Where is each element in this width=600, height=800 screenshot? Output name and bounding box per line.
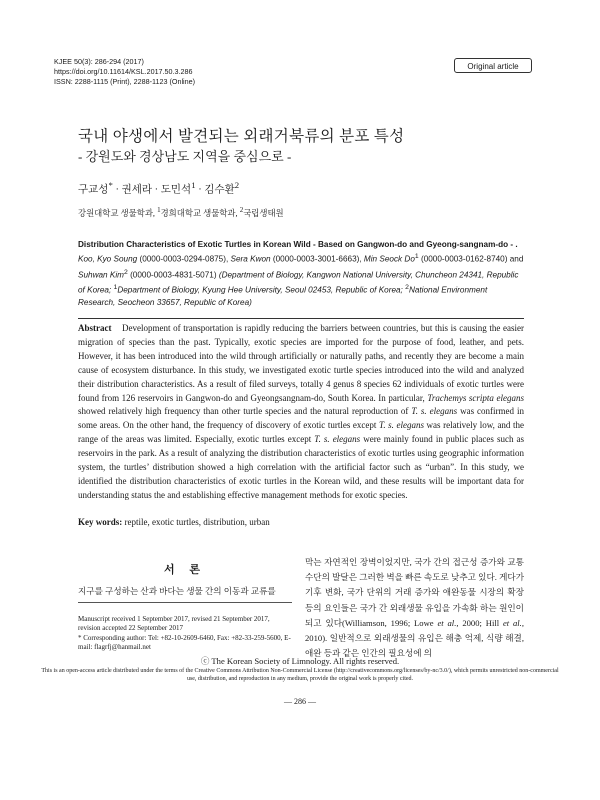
- english-author: Sera Kwon: [230, 255, 271, 265]
- english-author: Koo, Kyo Soung: [78, 255, 138, 265]
- affiliation: 국립생태원: [243, 208, 284, 218]
- keywords-text: reptile, exotic turtles, distribution, urban: [122, 517, 270, 527]
- author-mark: 1: [191, 180, 196, 190]
- journal-issn: ISSN: 2288-1115 (Print), 2288-1123 (Online): [54, 77, 196, 86]
- affiliation-mark: 1: [157, 206, 161, 214]
- species-name: T. s. elegans: [411, 406, 458, 417]
- affiliation-mark: 2: [239, 206, 244, 214]
- license-notice: This is an open-access article distributed under the terms of the Creative Commons Attribution Non-Commercial License (http://creativecommons.org/licenses/by-nc/3.0/), which permits unrestricted non-commercial use, distribution, and reproduction in any medium, provide the original work is properly cited.: [41, 668, 559, 682]
- abstract-text: Development of transportation is rapidly reducing the barriers between countries, but this is causing the easier migration of species than the past. Typically, exotic species are imported for the purpose of food, leather, and pets. However, it has been introduced into the wild through artificially or naturally paths, and recently they are become a main cause of ecosystem disturbance. In this study, we investigated exotic turtle species introduced into the wild and analyzed their distribution characteristics. As a result of filed surveys, totally 4 genus 8 species 62 individuals of exotic turtles were found from 126 reservoirs in Gangwon-do and Gyeongsangnam-do, South Korea. In particular,: [78, 323, 524, 403]
- body-text: 막는 자연적인 장벽이었지만, 국가 간의 접근성 증가와 교통수단의 발달은 그러한 벽을 빠른 속도로 낮추고 있다. 게다가 기후 변화, 국가 단위의 거래 증가와 애완동물 시장의 확장 등의 요인들은 국가 간 외래생물 유입을 가속화 하는 원인이 되고 있다(Williamson, 1996; Lowe: [305, 557, 524, 628]
- manuscript-dates: Manuscript received 1 September 2017, revised 21 September 2017, revision accepted 22 September 2017: [78, 615, 270, 633]
- species-name: T. s. elegans: [314, 434, 361, 445]
- author-separator: ·: [195, 184, 205, 196]
- body-text-col1: 지구를 구성하는 산과 바다는 생물 간의 이동과 교류를: [78, 586, 276, 596]
- author-mark: *: [108, 180, 113, 190]
- abstract-label: Abstract: [78, 323, 112, 333]
- author-name: 김수환: [204, 184, 235, 196]
- citation-etal: et al.: [502, 617, 522, 628]
- english-affiliation: Department of Biology, Kyung Hee University, Seoul 02453, Republic of Korea;: [117, 285, 403, 295]
- english-header: [78, 239, 524, 309]
- orcid: (0000-0003-0294-0875),: [139, 255, 229, 265]
- journal-doi[interactable]: https://doi.org/10.11614/KSL.2017.50.3.286: [54, 67, 193, 76]
- journal-citation: KJEE 50(3): 286-294 (2017): [54, 57, 144, 66]
- english-author: Suhwan Kim: [78, 270, 124, 280]
- citation-etal: et al.: [437, 617, 457, 628]
- keywords-label: Key words:: [78, 517, 123, 527]
- english-author: Min Seock Do: [363, 255, 415, 265]
- affiliation-mark: 2: [405, 283, 409, 291]
- author-name: 도민석: [160, 184, 192, 196]
- species-name: T. s. elegans: [378, 420, 424, 431]
- species-name: Trachemys scripta elegans: [427, 392, 524, 403]
- body-text: , 2010). 일반적으로 외래생물의 유입은 해충 억제, 식량 해결, 애완 등과 같은 인간의 필요성에 의: [305, 617, 524, 659]
- corresponding-author: * Corresponding author: Tel: +82-10-2609-6460, Fax: +82-33-259-5600, E-mail: flagrfj@hanmail.net: [78, 633, 291, 652]
- keywords: [78, 517, 524, 527]
- author-mark: 2: [234, 180, 240, 190]
- author-name: 권세라: [121, 184, 152, 196]
- body-text-col2: [305, 555, 524, 661]
- affiliation-mark: 1: [113, 283, 118, 291]
- article-type-badge: Original article: [454, 58, 532, 73]
- copyright-notice: ⓒ The Korean Society of Limnology. All rights reserved.: [200, 656, 400, 666]
- abstract: [78, 322, 524, 503]
- section-heading: 서 론: [163, 564, 206, 576]
- abstract-text: were mainly found in public places such as reservoirs in the park. As a result of analyzing the distribution characteristics of exotic turtles using geographic information system, the turtles’ distribution showed a high correlation with the artificial factor such as “urban”. In this study, we identified the distribution characteristics of exotic turtles in the Korean wild, and these results will be important data for understanding status the and establishing effective management methods for exotic species.: [78, 434, 524, 500]
- korean-subtitle: - 강원도와 경상남도 지역을 중심으로 -: [78, 149, 292, 164]
- orcid: (0000-0003-0162-8740) and: [420, 255, 524, 265]
- korean-title: 국내 야생에서 발견되는 외래거북류의 분포 특성: [78, 128, 405, 145]
- english-affiliation: National Environment Research, Seocheon 33657, Republic of Korea): [78, 285, 488, 307]
- abstract-text: was confirmed in some areas. On the other hand, the frequency of discovery of exotic turtles except: [78, 406, 525, 431]
- author-name: 구교성: [78, 184, 109, 196]
- affiliation: 경희대학교 생물학과,: [160, 208, 240, 218]
- english-affiliation: (Department of Biology, Kangwon National University, Chuncheon 24341, Republic of Korea;: [78, 270, 519, 295]
- english-title: Distribution Characteristics of Exotic Turtles in Korean Wild - Based on Gangwon-do and Gyeong-sangnam-do - .: [78, 240, 518, 249]
- author-separator: ·: [152, 184, 161, 196]
- abstract-text: was relatively low, and the range of the areas was limited. Especially, exotic turtles except: [78, 420, 525, 445]
- affiliation: 강원대학교 생물학과,: [78, 208, 158, 218]
- abstract-text: showed relatively high frequency than other turtle species and the natural reproduction of: [78, 406, 412, 417]
- orcid: (0000-0003-3001-6663),: [272, 255, 362, 265]
- author-mark: 1: [414, 253, 419, 261]
- footnotes: [78, 602, 292, 653]
- author-mark: 2: [123, 268, 128, 276]
- korean-affiliations: [78, 206, 284, 219]
- author-separator: ·: [112, 184, 122, 196]
- page-number: — 286 —: [284, 697, 316, 706]
- body-text: , 2000; Hill: [456, 617, 503, 628]
- journal-header: [54, 57, 195, 87]
- divider: [78, 318, 524, 319]
- orcid: (0000-0003-4831-5071): [130, 270, 217, 280]
- korean-authors: [78, 180, 239, 197]
